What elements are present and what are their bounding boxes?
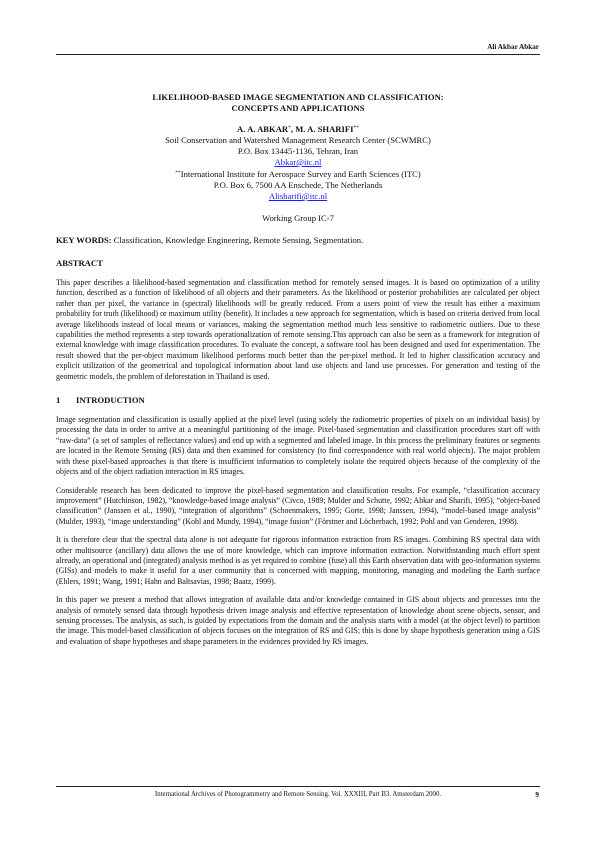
paper-title <box>56 92 540 114</box>
author-a-mark: * <box>288 125 291 131</box>
intro-paragraph-3: It is therefore clear that the spectral data alone is not adequate for rigorous information extraction from RS images. Combining RS spectral data with other multisource (ancillary) data allows the use of more knowledge, which can improve information extraction. Notwithstanding much effort spent already, an operational and (integrated) analysis method is as yet required to combine (fuse) all this Earth observation data with geo-information systems (GISs) and models to make it useful for a user community that is concerned with mapping, monitoring, managing and modeling the Earth surface (Ehlers, 1991; Wang, 1991; Hahn and Baltsavias, 1998; Baatz, 1999). <box>56 535 540 586</box>
email-link-1[interactable]: Abkar@itc.nl <box>274 157 322 167</box>
keywords-text: Classification, Knowledge Engineering, Remote Sensing, Segmentation. <box>111 235 364 245</box>
intro-paragraph-1: Image segmentation and classification is usually applied at the pixel level (using solely the radiometric properties of pixels on an individual basis) by processing the data in order to arrive at a meaningful partitioning of the image. Pixel-based segmentation and classification procedures start off with “raw-data” (a set of samples of reflectance values) and end up with a segmented and labeled image. In this process the preliminary features or segments are located in the Remote Sensing (RS) data and then examined for consistency (to find correspondence with real world objects). The major problem with these pixel-based approaches is that there is insufficient information to completely isolate the required objects because of the complexity of the objects and of the object radiation interaction in RS images. <box>56 415 540 477</box>
footer-citation: International Archives of Photogrammetry and Remote Sensing. Vol. XXXIII, Part B3. Amsterdam 2000. <box>154 791 442 798</box>
affiliation-2: International Institute for Aerospace Survey and Earth Sciences (ITC) <box>180 169 421 179</box>
title-line-1: LIKELIHOOD-BASED IMAGE SEGMENTATION AND CLASSIFICATION: <box>152 92 444 102</box>
email-link-2[interactable]: Alisharifi@itc.nl <box>268 191 328 201</box>
abstract-heading: ABSTRACT <box>56 258 103 268</box>
page-number: 9 <box>535 791 539 799</box>
author-block <box>56 123 540 202</box>
affiliation-1: Soil Conservation and Watershed Management Research Center (SCWMRC) <box>165 135 431 145</box>
running-head: Ali Akbar Abkar <box>487 43 539 51</box>
affiliation-2-line <box>56 168 540 180</box>
author-b: M. A. SHARIFI <box>295 124 354 134</box>
section-number: 1 <box>56 395 61 406</box>
address-1: P.O. Box 13445-1136, Tehran, Iran <box>237 146 359 156</box>
keywords <box>56 235 540 245</box>
intro-paragraph-4: In this paper we present a method that allows integration of available data and/or knowledge contained in GIS about objects and processes into the analysis of remotely sensed data through hypothesis driven image analysis and effective representation of knowledge about scene objects, sensor, and sensing processes. The analysis, as such, is guided by expectations from the domain and the analysis starts with a model (at the object level) to partition the image. This model-based classification of objects focuses on the integration of RS and GIS; this is done by shape hypothesis generation using a GIS and evaluation of shape hypotheses and shape parameters in the evidences provided by RS images. <box>56 595 540 646</box>
author-a: A. A. ABKAR <box>237 124 289 134</box>
address-2: P.O. Box 6, 7500 AA Enschede, The Netherlands <box>213 180 383 190</box>
author-b-mark: ** <box>353 125 359 131</box>
footer-rule <box>56 786 540 787</box>
section-1-heading <box>56 395 540 405</box>
abstract-text: This paper describes a likelihood-based segmentation and classification method for remotely sensed images. It is based on optimization of a utility function, described as a function of likelihood of all objects and their parameters. As the likelihood or posterior probabilities are calculated per object rather than per pixel, the variance in (spectral) likelihoods will be greatly reduced. From a users point of view the result has either a maximum probability for truth (likelihood) or maximum utility (benefit). It includes a new approach for segmentation, which is based on criteria derived from local average likelihoods instead of local means or variances, making the segmentation method much less sensitive to radiometric outliers. Due to these capabilities the method represents a step towards operationalization of remote sensing.This approach can also be seen as a framework for integration of external knowledge with image classification procedures. To evaluate the concept, a software tool has been designed and used for experimentation. The result showed that the per-object maximum likelihood performs much better than the per-pixel method. It led to higher classification accuracy and explicit utilization of the geometrical and topological information about land use objects and land use processes. For generation and testing of the geometric models, the problem of deforestation in Thailand is used. <box>56 278 540 381</box>
author-names <box>56 123 540 135</box>
keywords-label: KEY WORDS: <box>56 235 112 245</box>
page-content <box>56 92 540 655</box>
section-title: INTRODUCTION <box>76 395 145 406</box>
header-rule <box>56 54 540 55</box>
affiliation-2-mark: ** <box>175 170 181 176</box>
working-group: Working Group IC-7 <box>262 213 334 223</box>
author-separator: , <box>290 124 296 134</box>
intro-paragraph-2: Considerable research has been dedicated to improve the pixel-based segmentation and classification results. For example, “classification accuracy improvement” (Hutchinson, 1982), “knowledge-based image analysis” (Civco, 1989; Mulder and Schutte, 1992; Abkar and Sharifi, 1995), “object-based classification” (Janssen et al., 1990), “integration of algorithms” (Schoenmakers, 1995; Gorte, 1998; Janssen, 1994), “model-based image analysis” (Mulder, 1993), “image understanding” (Kohl and Mundy, 1994), “image fusion” (Förstner and Löcherbach, 1992; Pohl and van Genderen, 1998). <box>56 485 540 526</box>
title-line-2: CONCEPTS AND APPLICATIONS <box>231 103 365 113</box>
